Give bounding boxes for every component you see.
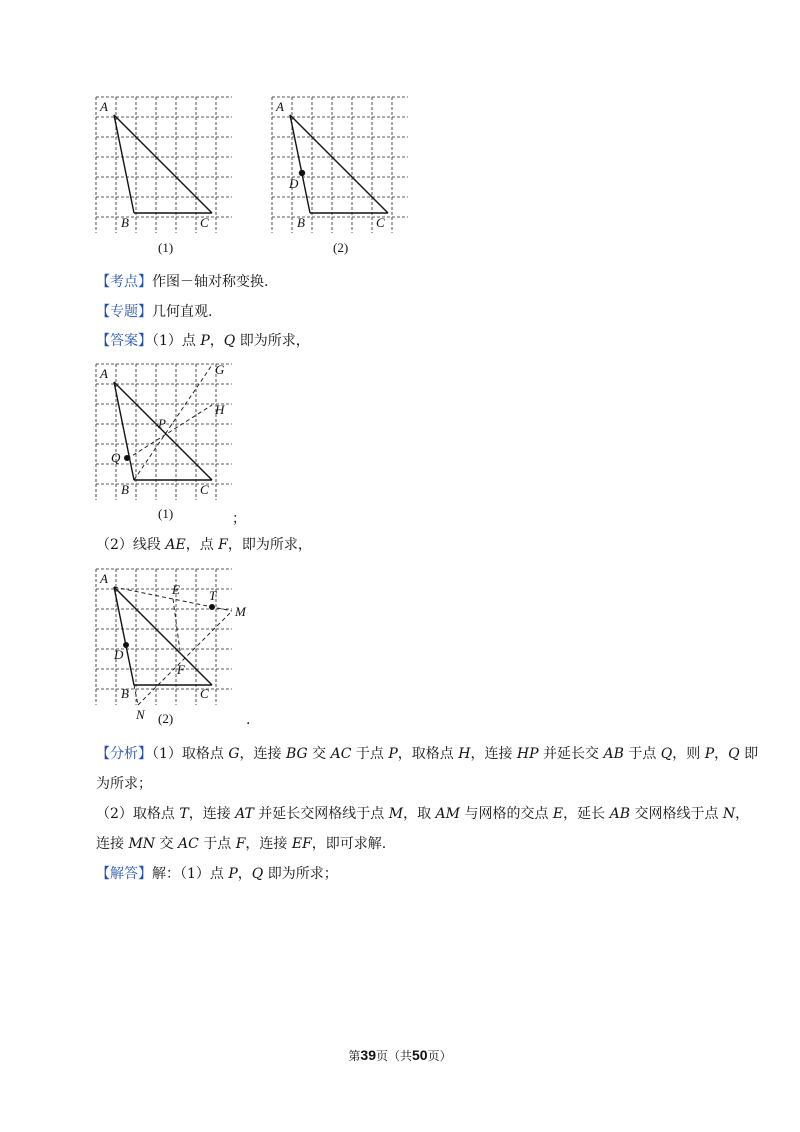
- math-var: G: [228, 746, 240, 762]
- math-var: HP: [516, 746, 539, 762]
- text-run: 连接: [96, 836, 129, 852]
- dashed-BG: [134, 365, 212, 480]
- text-run: ，取: [403, 806, 436, 822]
- var-Q: Q: [223, 333, 236, 349]
- math-var: AT: [235, 806, 254, 822]
- text-run: 于点: [351, 746, 389, 762]
- label-P: P: [158, 416, 166, 431]
- text-run: ，: [735, 806, 750, 822]
- text-run: ，则: [672, 746, 705, 762]
- label-B: B: [121, 482, 129, 497]
- point-T: [209, 604, 215, 610]
- point-D: [123, 642, 129, 648]
- text-run: 交网格线于点: [630, 806, 723, 822]
- fenxi-text-1: [152, 746, 758, 762]
- jieda-text: 解：（1）点: [152, 866, 229, 882]
- point-D: [299, 170, 305, 176]
- fenxi-text-4: [96, 836, 386, 852]
- figure-4: [94, 567, 254, 727]
- daan-tag: 【答案】: [96, 333, 152, 349]
- segment-AC: [290, 115, 388, 213]
- var-P: P: [200, 333, 210, 349]
- kaodian-text: 作图－轴对称变换.: [152, 274, 269, 290]
- figure-3-caption: (1): [158, 506, 174, 521]
- kaodian-tag: 【考点】: [96, 274, 152, 290]
- var-F: F: [218, 537, 228, 553]
- math-var: MN: [128, 836, 156, 852]
- math-var: AB: [609, 806, 630, 822]
- math-var: Q: [728, 746, 740, 762]
- label-A: A: [100, 571, 108, 586]
- footer-text: 页（共: [375, 1049, 412, 1063]
- figure-4-drawing: [94, 567, 254, 727]
- math-var: AC: [330, 746, 352, 762]
- math-var: AM: [435, 806, 460, 822]
- label-B: B: [297, 215, 305, 230]
- part2-text: ，点: [185, 537, 219, 553]
- zhuanti-tag: 【专题】: [96, 304, 152, 320]
- segment-AB: [114, 382, 134, 480]
- text-run: ，: [714, 746, 729, 762]
- part2-text: （2）线段: [96, 537, 166, 553]
- fenxi-line-4: [96, 834, 386, 854]
- text-run: 于点: [623, 746, 661, 762]
- segment-AC: [114, 587, 212, 685]
- text-run: 即: [739, 746, 759, 762]
- fenxi-tag: 【分析】: [96, 746, 152, 762]
- zhuanti-text: 几何直观.: [152, 304, 213, 320]
- label-C: C: [200, 686, 209, 701]
- segment-AC: [114, 115, 212, 213]
- text-run: ，连接: [245, 836, 292, 852]
- dashed-EF: [173, 599, 180, 651]
- segment-AB: [114, 587, 134, 685]
- var-AE: AE: [165, 537, 186, 553]
- text-run: 并延长交: [538, 746, 604, 762]
- page-footer: [0, 1047, 800, 1064]
- footer-text: 第: [348, 1049, 361, 1063]
- text-run: ，即可求解.: [311, 836, 387, 852]
- period: .: [246, 712, 251, 728]
- segment-AB: [114, 115, 134, 213]
- label-M: M: [235, 604, 246, 619]
- math-var: N: [722, 806, 736, 822]
- math-var: AB: [603, 746, 624, 762]
- text-run: 与网格的交点: [460, 806, 553, 822]
- label-C: C: [376, 215, 385, 230]
- segment-AB: [290, 115, 310, 213]
- text-run: 交: [155, 836, 178, 852]
- label-B: B: [121, 215, 129, 230]
- figure-2: [270, 95, 410, 235]
- math-var: E: [552, 806, 564, 822]
- math-var: M: [388, 806, 404, 822]
- figure-1-caption: (1): [158, 240, 174, 255]
- point-Q: [124, 455, 130, 461]
- label-T: T: [209, 588, 217, 603]
- text-run: 并延长交网格线于点: [253, 806, 389, 822]
- jieda-text: ，: [237, 866, 252, 882]
- fenxi-text-2: 为所求；: [96, 776, 152, 792]
- math-var: H: [458, 746, 471, 762]
- text-run: （1）取格点: [152, 746, 229, 762]
- math-var: Q: [660, 746, 673, 762]
- label-Q: Q: [111, 450, 121, 465]
- text-run: ，连接: [239, 746, 286, 762]
- figure-1-drawing: [94, 95, 234, 235]
- figure-3: [94, 362, 234, 502]
- text-run: 交: [307, 746, 331, 762]
- daan-text: （1）点: [152, 333, 201, 349]
- math-var: EF: [291, 836, 312, 852]
- math-var: F: [235, 836, 246, 852]
- footer-text: 页）: [427, 1049, 452, 1063]
- text-run: （2）取格点: [96, 806, 180, 822]
- text-run: ，延长: [563, 806, 610, 822]
- daan-text: ，: [209, 333, 224, 349]
- math-var: T: [179, 806, 189, 822]
- fenxi-line-3: [96, 804, 749, 824]
- var-Q: Q: [251, 866, 264, 882]
- segment-AC: [114, 382, 212, 480]
- label-E: E: [172, 582, 180, 597]
- figure-4-caption: (2): [158, 711, 174, 726]
- text-run: ，连接: [188, 806, 236, 822]
- text-run: 于点: [198, 836, 236, 852]
- label-A: A: [100, 366, 108, 381]
- dashed-QH: [127, 405, 212, 459]
- label-A: A: [100, 99, 108, 114]
- math-var: AC: [177, 836, 199, 852]
- math-var: P: [704, 746, 715, 762]
- kaodian-line: [96, 272, 268, 292]
- fenxi-text-3: [96, 806, 749, 822]
- jieda-line: [96, 864, 338, 884]
- fenxi-line-2: [96, 774, 152, 794]
- label-H: H: [215, 402, 225, 417]
- label-C: C: [200, 482, 209, 497]
- fenxi-line-1: [96, 744, 758, 764]
- figure-2-caption: (2): [333, 240, 349, 255]
- label-F: F: [177, 662, 185, 677]
- label-A: A: [276, 99, 284, 114]
- math-var: P: [388, 746, 398, 762]
- label-D: D: [114, 647, 124, 662]
- figure-1: [94, 95, 234, 235]
- part2-line: [96, 535, 312, 555]
- label-N: N: [136, 707, 145, 722]
- label-C: C: [200, 215, 209, 230]
- semicolon: ；: [232, 511, 246, 527]
- jieda-text: 即为所求；: [263, 866, 338, 882]
- label-G: G: [215, 362, 225, 377]
- label-D: D: [289, 176, 299, 191]
- jieda-tag: 【解答】: [96, 866, 152, 882]
- daan-text: 即为所求，: [235, 333, 310, 349]
- text-run: ，连接: [470, 746, 517, 762]
- part2-text: ，即为所求，: [227, 537, 312, 553]
- current-page: 39: [360, 1047, 376, 1063]
- daan-line: [96, 331, 310, 351]
- figure-2-drawing: [270, 95, 410, 235]
- figure-3-drawing: [94, 362, 234, 502]
- math-var: BG: [286, 746, 308, 762]
- var-P: P: [228, 866, 238, 882]
- label-B: B: [121, 686, 129, 701]
- text-run: ，取格点: [397, 746, 459, 762]
- zhuanti-line: [96, 302, 212, 322]
- total-pages: 50: [412, 1047, 428, 1063]
